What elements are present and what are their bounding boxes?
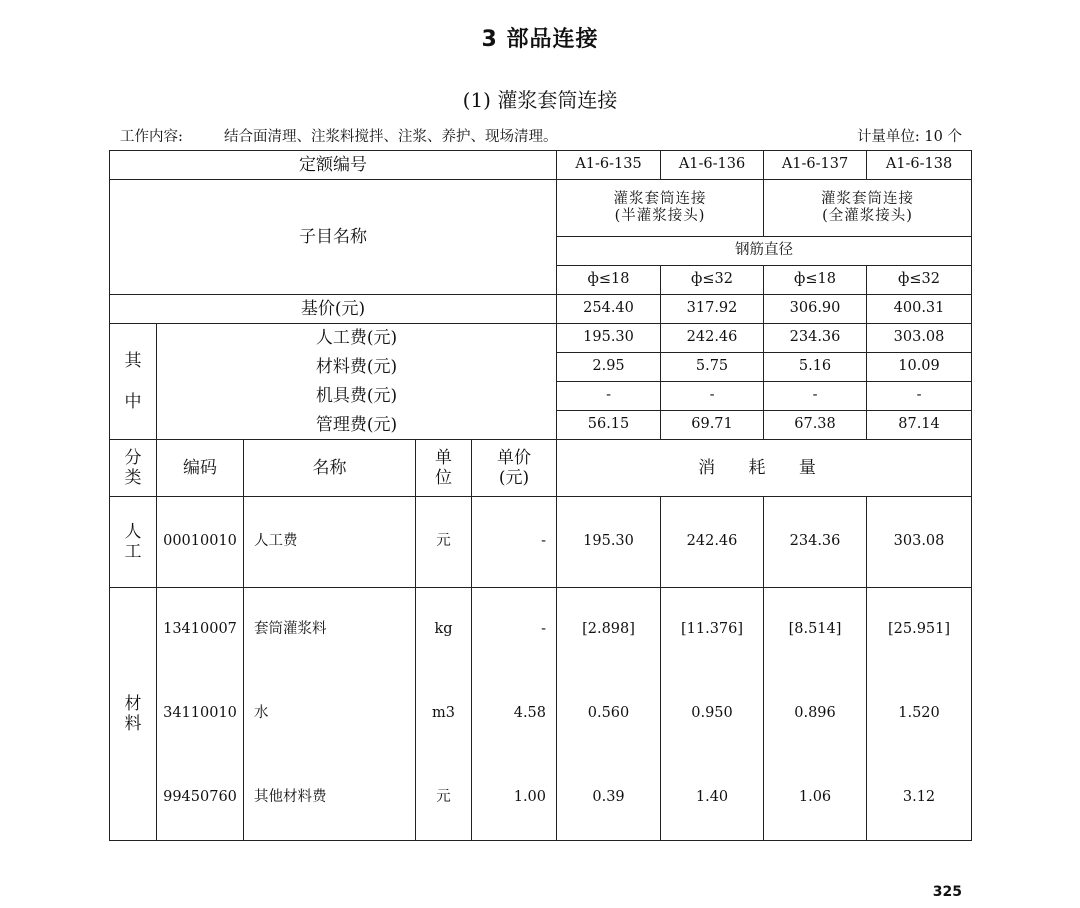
price-header-line: 单价 [497, 447, 531, 468]
material-code: 13410007 [157, 588, 244, 672]
category-header [110, 440, 157, 497]
quota-code: A1-6-137 [764, 151, 867, 180]
material-value: 1.40 [661, 756, 764, 841]
material-row [110, 672, 972, 756]
material-value: [8.514] [764, 588, 867, 672]
material-value: 0.560 [557, 672, 661, 756]
material-value: 0.896 [764, 672, 867, 756]
material-name: 水 [244, 672, 416, 756]
breakdown-value: 303.08 [867, 324, 972, 353]
unit-header [416, 440, 472, 497]
quota-code: A1-6-135 [557, 151, 661, 180]
quota-code: A1-6-138 [867, 151, 972, 180]
code-header: 编码 [157, 440, 244, 497]
category-char: 分 [124, 447, 142, 468]
breakdown-value: 5.75 [661, 353, 764, 382]
labor-category [110, 497, 157, 588]
material-name: 其他材料费 [244, 756, 416, 841]
unit-char: 位 [435, 468, 452, 488]
unit-note: 计量单位: 10 个 [856, 129, 962, 145]
category-char: 类 [124, 468, 142, 488]
group-full-title: 灌浆套筒连接 [821, 190, 915, 207]
labor-price: - [472, 497, 557, 588]
quota-no-label: 定额编号 [110, 151, 557, 180]
price-header [472, 440, 557, 497]
section-title: (1) 灌浆套筒连接 [462, 88, 618, 112]
among-char: 中 [124, 391, 142, 412]
breakdown-label: 材料费(元) [157, 353, 557, 382]
diameter-cell: ф≤32 [661, 266, 764, 295]
material-value: 0.39 [557, 756, 661, 841]
quota-code: A1-6-136 [661, 151, 764, 180]
material-row [110, 588, 972, 672]
category-char: 料 [124, 714, 142, 734]
material-code: 34110010 [157, 672, 244, 756]
breakdown-value: 195.30 [557, 324, 661, 353]
consumption-header [557, 440, 972, 497]
breakdown-row [110, 324, 972, 353]
work-content-label: 工作内容: [120, 129, 183, 145]
consumption-label: 消 耗 量 [698, 457, 830, 478]
breakdown-label: 机具费(元) [157, 382, 557, 411]
base-price-value: 317.92 [661, 295, 764, 324]
page-title: 3 部品连接 [481, 27, 599, 52]
among-label [110, 324, 157, 440]
labor-unit: 元 [416, 497, 472, 588]
material-value: 0.950 [661, 672, 764, 756]
breakdown-value: 5.16 [764, 353, 867, 382]
breakdown-row [110, 353, 972, 382]
diameter-cell: ф≤18 [764, 266, 867, 295]
detail-header-row [110, 440, 972, 497]
material-price: - [472, 588, 557, 672]
base-price-label: 基价(元) [110, 295, 557, 324]
breakdown-row [110, 411, 972, 440]
material-unit: kg [416, 588, 472, 672]
category-char: 材 [124, 693, 142, 714]
material-value: 3.12 [867, 756, 972, 841]
material-value: [25.951] [867, 588, 972, 672]
breakdown-value: - [764, 382, 867, 411]
among-char: 其 [124, 350, 142, 371]
base-price-value: 254.40 [557, 295, 661, 324]
labor-row [110, 497, 972, 588]
breakdown-value: - [867, 382, 972, 411]
breakdown-label: 人工费(元) [157, 324, 557, 353]
diameter-cell: ф≤32 [867, 266, 972, 295]
material-value: [2.898] [557, 588, 661, 672]
material-value: [11.376] [661, 588, 764, 672]
breakdown-value: 2.95 [557, 353, 661, 382]
group-half-sub: (半灌浆接头) [614, 208, 706, 224]
breakdown-value: - [661, 382, 764, 411]
item-group-row [110, 180, 972, 237]
group-half-title: 灌浆套筒连接 [613, 190, 707, 207]
breakdown-value: 69.71 [661, 411, 764, 440]
material-code: 99450760 [157, 756, 244, 841]
item-name-label: 子目名称 [110, 180, 557, 295]
breakdown-value: 87.14 [867, 411, 972, 440]
work-content-text: 结合面清理、注浆料搅拌、注浆、养护、现场清理。 [224, 129, 558, 145]
material-name: 套筒灌浆料 [244, 588, 416, 672]
name-header: 名称 [244, 440, 416, 497]
material-unit: 元 [416, 756, 472, 841]
work-content [120, 125, 558, 146]
material-category [110, 588, 157, 841]
rebar-diameter-label: 钢筋直径 [557, 237, 972, 266]
quota-table [109, 150, 972, 841]
labor-value: 195.30 [557, 497, 661, 588]
material-unit: m3 [416, 672, 472, 756]
labor-value: 234.36 [764, 497, 867, 588]
category-char: 人 [124, 521, 142, 542]
base-price-value: 306.90 [764, 295, 867, 324]
breakdown-value: 10.09 [867, 353, 972, 382]
group-full-grout [764, 180, 972, 237]
breakdown-value: 56.15 [557, 411, 661, 440]
breakdown-value: - [557, 382, 661, 411]
labor-code: 00010010 [157, 497, 244, 588]
unit-char: 单 [435, 447, 452, 468]
material-value: 1.520 [867, 672, 972, 756]
group-full-sub: (全灌浆接头) [822, 208, 913, 224]
breakdown-label: 管理费(元) [157, 411, 557, 440]
base-price-row [110, 295, 972, 324]
category-char: 工 [124, 542, 142, 562]
page-number: 325 [932, 884, 962, 900]
material-row [110, 756, 972, 841]
breakdown-value: 242.46 [661, 324, 764, 353]
labor-value: 303.08 [867, 497, 972, 588]
group-half-grout [557, 180, 764, 237]
breakdown-value: 67.38 [764, 411, 867, 440]
diameter-cell: ф≤18 [557, 266, 661, 295]
material-price: 1.00 [472, 756, 557, 841]
quota-code-row [110, 151, 972, 180]
labor-name: 人工费 [244, 497, 416, 588]
breakdown-value: 234.36 [764, 324, 867, 353]
breakdown-row [110, 382, 972, 411]
price-header-line: (元) [498, 468, 530, 488]
base-price-value: 400.31 [867, 295, 972, 324]
material-price: 4.58 [472, 672, 557, 756]
material-value: 1.06 [764, 756, 867, 841]
labor-value: 242.46 [661, 497, 764, 588]
